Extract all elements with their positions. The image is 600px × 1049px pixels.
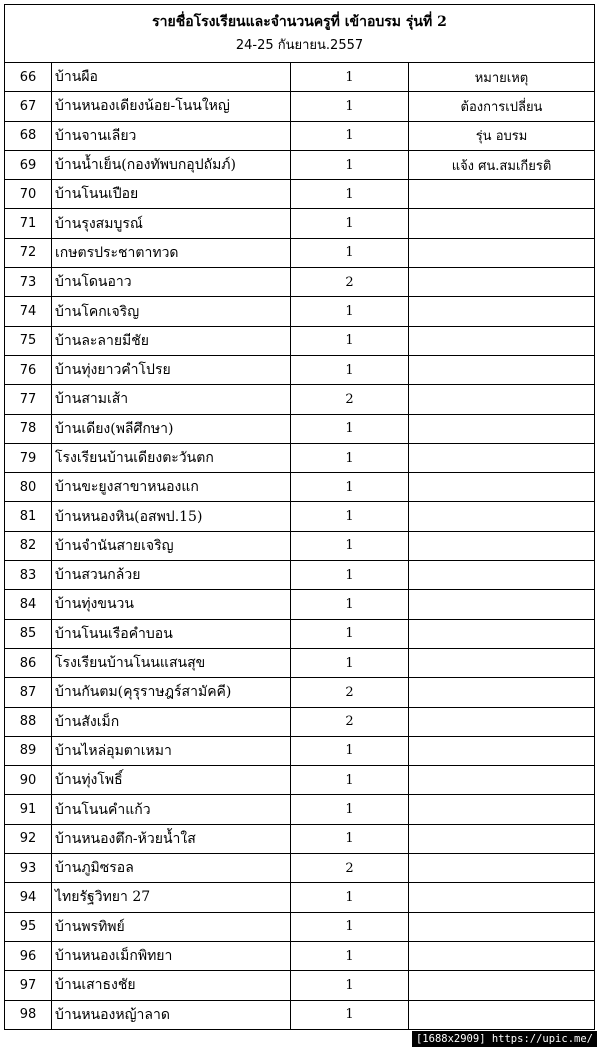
- teacher-count-cell: 1: [291, 648, 409, 677]
- school-name-cell: บ้านหนองตึก-ห้วยน้ำใส: [52, 824, 291, 853]
- school-name-cell: บ้านโนนคำแก้ว: [52, 795, 291, 824]
- school-name-cell: บ้านหนองหญ้าลาด: [52, 1000, 291, 1029]
- school-name-cell: บ้านจำนันสายเจริญ: [52, 531, 291, 560]
- row-number-cell: 78: [5, 414, 52, 443]
- row-number-cell: 68: [5, 121, 52, 150]
- teacher-count-cell: 1: [291, 355, 409, 384]
- table-row: [5, 561, 595, 590]
- note-cell: รุ่น อบรม: [409, 121, 595, 150]
- row-number-cell: 84: [5, 590, 52, 619]
- table-row: [5, 619, 595, 648]
- teacher-count-cell: 1: [291, 619, 409, 648]
- note-cell: [409, 473, 595, 502]
- table-row: [5, 268, 595, 297]
- table-row: [5, 883, 595, 912]
- school-table: [4, 62, 595, 1030]
- row-number-cell: 95: [5, 912, 52, 941]
- table-row: [5, 180, 595, 209]
- row-number-cell: 94: [5, 883, 52, 912]
- note-cell: [409, 941, 595, 970]
- row-number-cell: 92: [5, 824, 52, 853]
- teacher-count-cell: 1: [291, 883, 409, 912]
- teacher-count-cell: 1: [291, 92, 409, 121]
- table-row: [5, 63, 595, 92]
- school-name-cell: บ้านทุ่งโพธิ์: [52, 766, 291, 795]
- row-number-cell: 83: [5, 561, 52, 590]
- teacher-count-cell: 1: [291, 561, 409, 590]
- row-number-cell: 88: [5, 707, 52, 736]
- teacher-count-cell: 2: [291, 854, 409, 883]
- table-row: [5, 238, 595, 267]
- teacher-count-cell: 1: [291, 824, 409, 853]
- table-row: [5, 297, 595, 326]
- table-row: [5, 795, 595, 824]
- school-name-cell: เกษตรประชาตาทวด: [52, 238, 291, 267]
- table-row: [5, 414, 595, 443]
- school-name-cell: บ้านเดียง(พลีศึกษา): [52, 414, 291, 443]
- note-cell: [409, 561, 595, 590]
- note-cell: [409, 854, 595, 883]
- table-row: [5, 150, 595, 179]
- teacher-count-cell: 2: [291, 385, 409, 414]
- school-name-cell: บ้านกันตม(คุรุราษฎร์สามัคคี): [52, 678, 291, 707]
- table-row: [5, 971, 595, 1000]
- teacher-count-cell: 2: [291, 268, 409, 297]
- school-name-cell: บ้านละลายมีชัย: [52, 326, 291, 355]
- row-number-cell: 80: [5, 473, 52, 502]
- note-cell: [409, 209, 595, 238]
- table-row: [5, 92, 595, 121]
- note-cell: [409, 502, 595, 531]
- teacher-count-cell: 1: [291, 209, 409, 238]
- table-row: [5, 648, 595, 677]
- note-cell: [409, 297, 595, 326]
- row-number-cell: 86: [5, 648, 52, 677]
- note-cell: [409, 648, 595, 677]
- row-number-cell: 87: [5, 678, 52, 707]
- school-name-cell: บ้านสังเม็ก: [52, 707, 291, 736]
- table-row: [5, 824, 595, 853]
- row-number-cell: 79: [5, 443, 52, 472]
- teacher-count-cell: 1: [291, 590, 409, 619]
- school-name-cell: บ้านโนนเปือย: [52, 180, 291, 209]
- school-name-cell: บ้านสามเส้า: [52, 385, 291, 414]
- teacher-count-cell: 1: [291, 443, 409, 472]
- row-number-cell: 98: [5, 1000, 52, 1029]
- note-cell: [409, 707, 595, 736]
- row-number-cell: 97: [5, 971, 52, 1000]
- table-row: [5, 678, 595, 707]
- teacher-count-cell: 1: [291, 531, 409, 560]
- teacher-count-cell: 1: [291, 150, 409, 179]
- note-cell: ต้องการเปลี่ยน: [409, 92, 595, 121]
- school-name-cell: บ้านขะยูงสาขาหนองแก: [52, 473, 291, 502]
- row-number-cell: 73: [5, 268, 52, 297]
- row-number-cell: 67: [5, 92, 52, 121]
- school-name-cell: บ้านไหล่อุมตาเหมา: [52, 736, 291, 765]
- note-cell: [409, 443, 595, 472]
- school-name-cell: โรงเรียนบ้านโนนแสนสุข: [52, 648, 291, 677]
- school-name-cell: บ้านผือ: [52, 63, 291, 92]
- note-cell: [409, 531, 595, 560]
- row-number-cell: 77: [5, 385, 52, 414]
- table-row: [5, 209, 595, 238]
- note-cell: [409, 736, 595, 765]
- note-cell: [409, 883, 595, 912]
- table-row: [5, 121, 595, 150]
- table-row: [5, 912, 595, 941]
- teacher-count-cell: 1: [291, 1000, 409, 1029]
- school-name-cell: บ้านทุ่งยาวคำโปรย: [52, 355, 291, 384]
- table-row: [5, 531, 595, 560]
- teacher-count-cell: 1: [291, 297, 409, 326]
- note-cell: แจ้ง ศน.สมเกียรติ: [409, 150, 595, 179]
- note-cell: [409, 385, 595, 414]
- teacher-count-cell: 1: [291, 795, 409, 824]
- note-cell: [409, 268, 595, 297]
- table-row: [5, 385, 595, 414]
- note-cell: [409, 824, 595, 853]
- table-row: [5, 502, 595, 531]
- teacher-count-cell: 1: [291, 63, 409, 92]
- school-name-cell: บ้านภูมิซรอล: [52, 854, 291, 883]
- school-name-cell: บ้านโนนเรือคำบอน: [52, 619, 291, 648]
- note-cell: [409, 795, 595, 824]
- note-cell: [409, 912, 595, 941]
- row-number-cell: 91: [5, 795, 52, 824]
- row-number-cell: 70: [5, 180, 52, 209]
- note-cell: [409, 619, 595, 648]
- table-row: [5, 590, 595, 619]
- note-cell: [409, 1000, 595, 1029]
- school-name-cell: บ้านหนองหิน(อสพป.15): [52, 502, 291, 531]
- row-number-cell: 96: [5, 941, 52, 970]
- teacher-count-cell: 1: [291, 941, 409, 970]
- row-number-cell: 69: [5, 150, 52, 179]
- row-number-cell: 66: [5, 63, 52, 92]
- school-name-cell: บ้านสวนกล้วย: [52, 561, 291, 590]
- table-row: [5, 854, 595, 883]
- table-row: [5, 443, 595, 472]
- note-cell: [409, 678, 595, 707]
- teacher-count-cell: 1: [291, 502, 409, 531]
- teacher-count-cell: 1: [291, 121, 409, 150]
- row-number-cell: 72: [5, 238, 52, 267]
- document-subtitle: 24-25 กันยายน.2557: [235, 38, 364, 53]
- row-number-cell: 76: [5, 355, 52, 384]
- table-row: [5, 736, 595, 765]
- note-cell: [409, 766, 595, 795]
- school-name-cell: บ้านรุงสมบูรณ์: [52, 209, 291, 238]
- teacher-count-cell: 1: [291, 766, 409, 795]
- note-cell: [409, 326, 595, 355]
- table-header: [4, 4, 595, 62]
- school-name-cell: บ้านพรทิพย์: [52, 912, 291, 941]
- teacher-count-cell: 1: [291, 180, 409, 209]
- teacher-count-cell: 2: [291, 678, 409, 707]
- document-title: รายชื่อโรงเรียนและจำนวนครูที่ เข้าอบรม รุ่นที่ 2: [152, 14, 447, 30]
- row-number-cell: 82: [5, 531, 52, 560]
- row-number-cell: 85: [5, 619, 52, 648]
- table-row: [5, 326, 595, 355]
- school-name-cell: บ้านโคกเจริญ: [52, 297, 291, 326]
- school-name-cell: บ้านโดนอาว: [52, 268, 291, 297]
- note-cell: [409, 971, 595, 1000]
- table-row: [5, 1000, 595, 1029]
- row-number-cell: 89: [5, 736, 52, 765]
- teacher-count-cell: 2: [291, 707, 409, 736]
- table-row: [5, 766, 595, 795]
- note-cell: [409, 238, 595, 267]
- school-name-cell: บ้านหนองเดียงน้อย-โนนใหญ่: [52, 92, 291, 121]
- row-number-cell: 81: [5, 502, 52, 531]
- row-number-cell: 71: [5, 209, 52, 238]
- row-number-cell: 74: [5, 297, 52, 326]
- teacher-count-cell: 1: [291, 414, 409, 443]
- school-name-cell: บ้านจานเลียว: [52, 121, 291, 150]
- note-cell: [409, 414, 595, 443]
- school-name-cell: โรงเรียนบ้านเดียงตะวันตก: [52, 443, 291, 472]
- teacher-count-cell: 1: [291, 912, 409, 941]
- teacher-count-cell: 1: [291, 326, 409, 355]
- table-row: [5, 473, 595, 502]
- document-page: [4, 4, 595, 1030]
- note-cell: [409, 180, 595, 209]
- school-name-cell: บ้านหนองเม็กพิทยา: [52, 941, 291, 970]
- teacher-count-cell: 1: [291, 238, 409, 267]
- note-cell: หมายเหตุ: [409, 63, 595, 92]
- table-row: [5, 355, 595, 384]
- table-row: [5, 707, 595, 736]
- school-name-cell: บ้านน้ำเย็น(กองทัพบกอุปถัมภ์): [52, 150, 291, 179]
- teacher-count-cell: 1: [291, 736, 409, 765]
- teacher-count-cell: 1: [291, 971, 409, 1000]
- school-name-cell: ไทยรัฐวิทยา 27: [52, 883, 291, 912]
- row-number-cell: 93: [5, 854, 52, 883]
- table-body: [5, 63, 595, 1030]
- note-cell: [409, 355, 595, 384]
- note-cell: [409, 590, 595, 619]
- teacher-count-cell: 1: [291, 473, 409, 502]
- row-number-cell: 75: [5, 326, 52, 355]
- school-name-cell: บ้านทุ่งขนวน: [52, 590, 291, 619]
- image-size-watermark: [1688x2909] https://upic.me/: [412, 1031, 597, 1047]
- table-row: [5, 941, 595, 970]
- school-name-cell: บ้านเสาธงชัย: [52, 971, 291, 1000]
- row-number-cell: 90: [5, 766, 52, 795]
